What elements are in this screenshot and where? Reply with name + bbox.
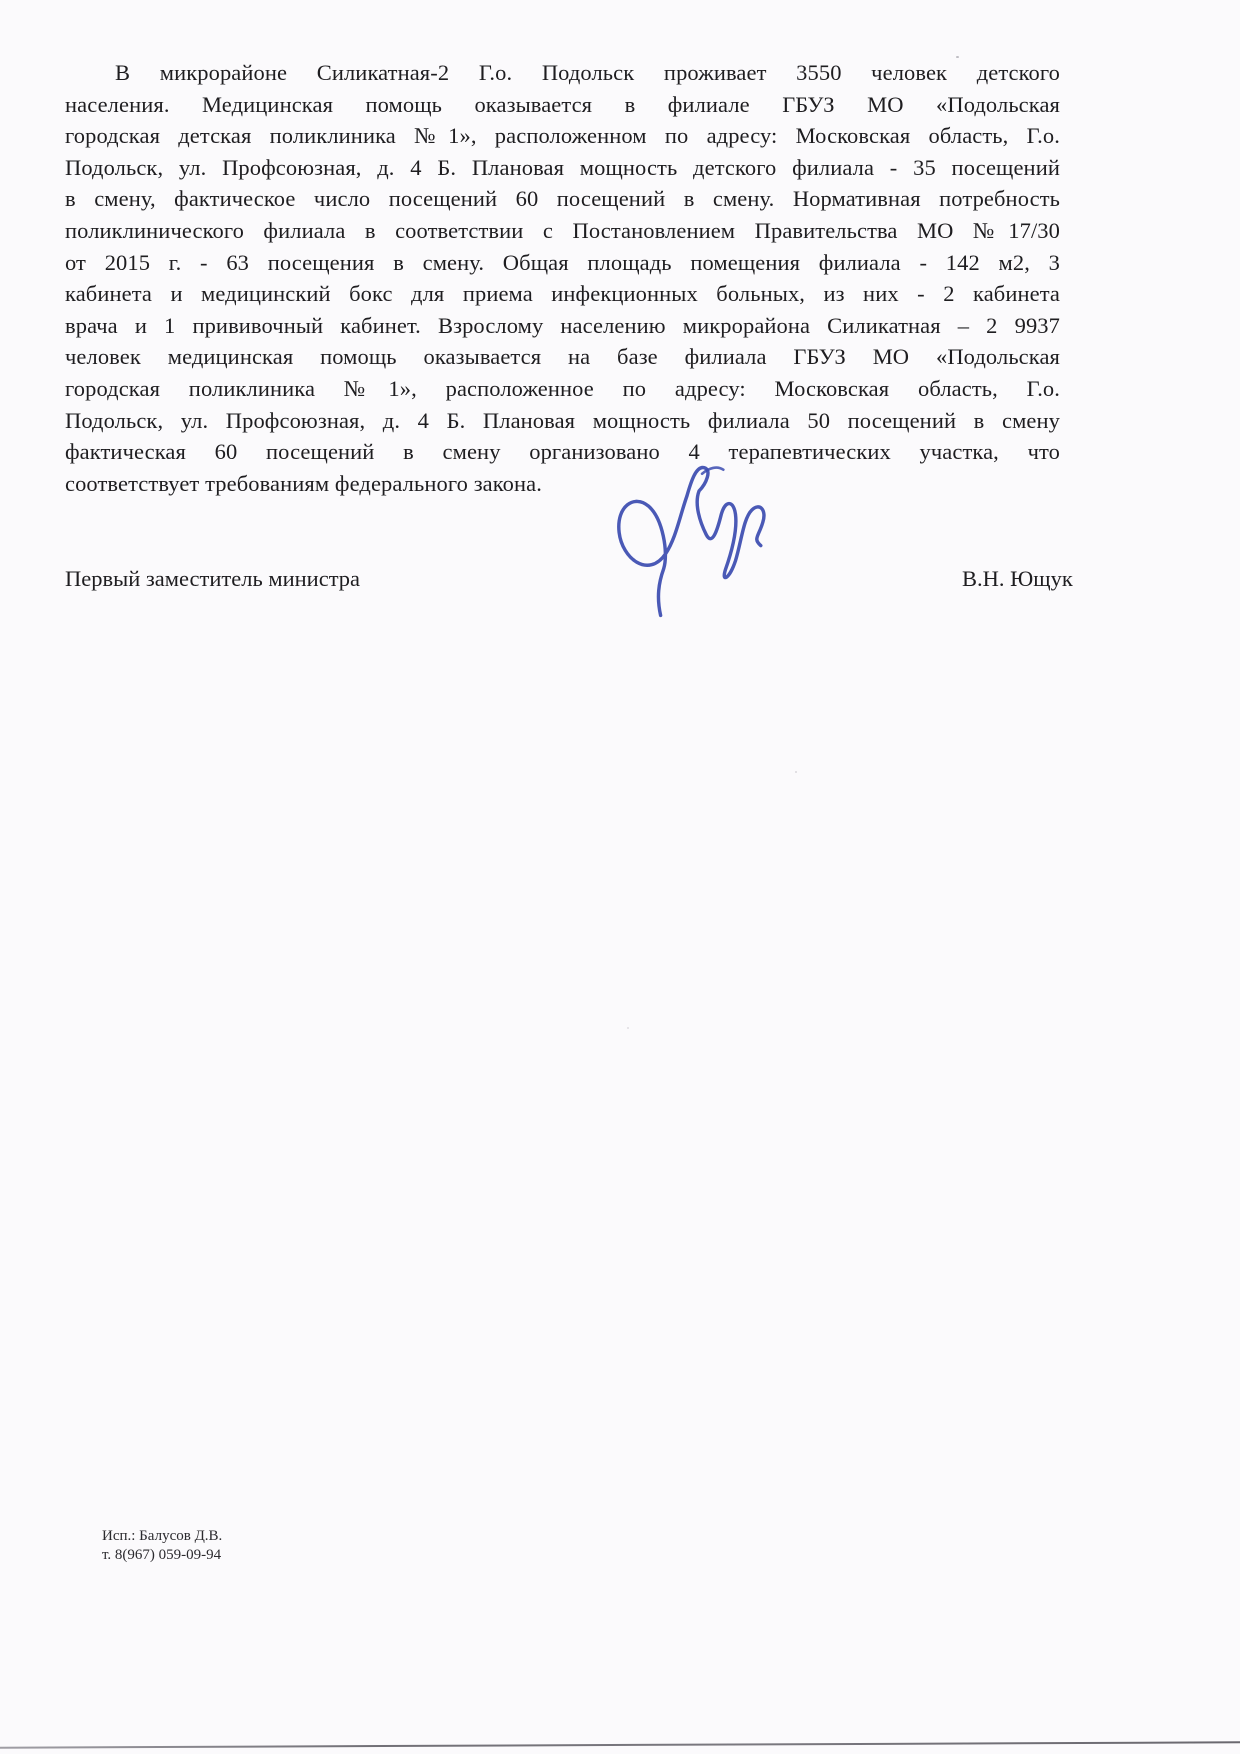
executor-footer (102, 1527, 222, 1564)
paragraph-line: поликлинического филиала в соответствии с Постановлением Правительства МО №17/30 (65, 217, 1060, 243)
paragraph-line: фактическая 60 посещений в смену организовано 4 терапевтических участка, что (65, 439, 1060, 465)
paragraph-line: кабинета и медицинский бокс для приема инфекционных больных, из них - 2 кабинета (65, 281, 1060, 307)
signatory-name: В.Н. Ющук (962, 566, 1073, 591)
paragraph-line: Подольск, ул. Профсоюзная, д. 4 Б. Плановая мощность детского филиала - 35 посещений (65, 154, 1060, 180)
paragraph-line: В микрорайоне Силикатная-2 Г.о. Подольск проживает 3550 человек детского (115, 60, 1060, 85)
scan-noise-speck (795, 771, 797, 773)
scan-noise-speck (956, 56, 959, 58)
handwritten-signature-icon (608, 455, 780, 623)
paragraph-line: в смену, фактическое число посещений 60 посещений в смену. Нормативная потребность (65, 186, 1060, 212)
paragraph-line: от 2015 г. - 63 посещения в смену. Общая площадь помещения филиала - 142 м2, 3 (65, 249, 1060, 275)
executor-phone-line: т. 8(967) 059-09-94 (102, 1546, 222, 1563)
scan-edge-artifact (0, 1741, 1240, 1749)
signature-stroke (619, 467, 764, 615)
paragraph-line: соответствует требованиям федерального закона. (65, 470, 542, 496)
paragraph-line: городская поликлиника №1», расположенное по адресу: Московская область, Г.о. (65, 375, 1060, 401)
paragraph-line: Подольск, ул. Профсоюзная, д. 4 Б. Плановая мощность филиала 50 посещений в смену (65, 407, 1060, 433)
paragraph-line: врача и 1 прививочный кабинет. Взрослому населению микрорайона Силикатная – 2 9937 (65, 312, 1060, 338)
executor-line: Исп.: Балусов Д.В. (102, 1528, 223, 1544)
paragraph-line: городская детская поликлиника №1», расположенном по адресу: Московская область, Г.о. (65, 123, 1060, 149)
letter-body-paragraph (65, 57, 1060, 499)
paragraph-line: населения. Медицинская помощь оказывается в филиале ГБУЗ МО «Подольская (65, 91, 1060, 117)
signatory-title: Первый заместитель министра (65, 566, 361, 591)
paragraph-line: человек медицинская помощь оказывается на базе филиала ГБУЗ МО «Подольская (65, 344, 1060, 370)
scan-noise-speck (627, 1027, 629, 1029)
